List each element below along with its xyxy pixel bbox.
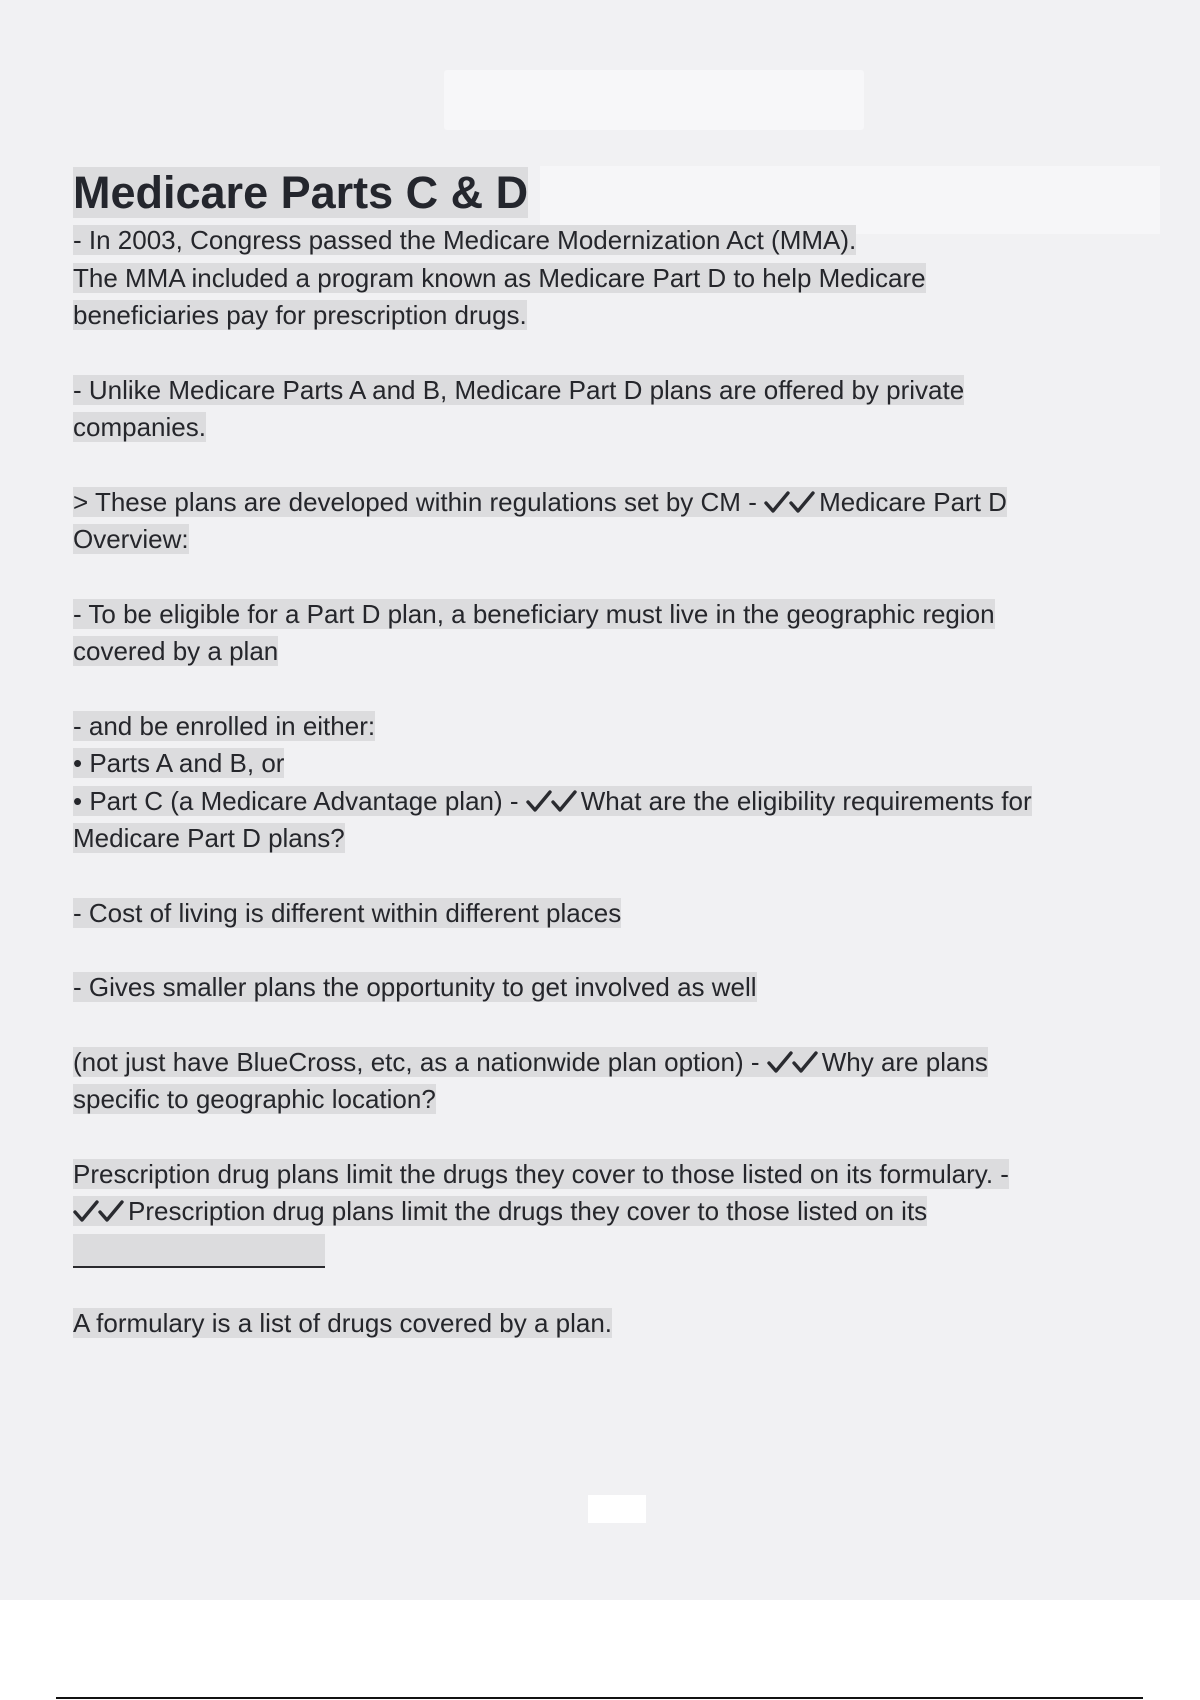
- text-line-content: - Cost of living is different within different places: [73, 897, 622, 928]
- text-line: [73, 708, 1133, 746]
- text-line-content: A formulary is a list of drugs covered by a plan.: [73, 1308, 613, 1338]
- text-line: [73, 895, 1133, 933]
- text-line-content: Medicare Part D plans?: [73, 823, 345, 853]
- text-line: [73, 1193, 1133, 1231]
- text-line-content: [73, 1047, 988, 1077]
- text-line: [73, 521, 1133, 559]
- text-line: [73, 409, 1133, 447]
- text-line: [73, 297, 1133, 335]
- document-title-text: Medicare Parts C & D: [73, 167, 529, 218]
- text-line-content: specific to geographic location?: [73, 1084, 436, 1114]
- paragraph-part-d-overview: [73, 484, 1133, 559]
- text-segment: • Part C (a Medicare Advantage plan) -: [73, 785, 526, 816]
- document-title: [73, 165, 1133, 220]
- text-segment: Prescription drug plans limit the drugs they cover to those listed on its: [128, 1196, 928, 1226]
- text-segment: > These plans are developed within regulations set by CM -: [73, 486, 765, 517]
- text-line-content: Overview:: [73, 524, 189, 554]
- text-line: [73, 260, 1133, 298]
- text-line-content: - Gives smaller plans the opportunity to get involved as well: [73, 972, 757, 1002]
- text-line: [73, 372, 1133, 410]
- document-content: [73, 165, 1133, 1380]
- text-line-content: [73, 1196, 927, 1226]
- double-check-icon: [767, 1050, 822, 1074]
- text-line: [73, 633, 1133, 671]
- text-line-content: companies.: [73, 412, 206, 442]
- text-line-content: - In 2003, Congress passed the Medicare Modernization Act (MMA).: [73, 225, 857, 255]
- header-placeholder: [444, 70, 864, 130]
- text-segment: (not just have BlueCross, etc, as a nationwide plan option) -: [73, 1046, 767, 1077]
- text-line: [73, 820, 1133, 858]
- text-line-content: - To be eligible for a Part D plan, a beneficiary must live in the geographic region: [73, 598, 995, 629]
- paragraph-formulary-question: [73, 1156, 1133, 1269]
- text-line-content: The MMA included a program known as Medicare Part D to help Medicare: [73, 262, 926, 293]
- text-line: [73, 1044, 1133, 1082]
- paragraph-geographic-location: [73, 1044, 1133, 1119]
- text-line-content: beneficiaries pay for prescription drugs.: [73, 300, 527, 330]
- text-line-content: - Unlike Medicare Parts A and B, Medicare Part D plans are offered by private: [73, 374, 965, 405]
- paragraph-enrollment: [73, 708, 1133, 858]
- text-line: [73, 745, 1133, 783]
- text-line-content: [73, 786, 1032, 816]
- text-line-content: Prescription drug plans limit the drugs they cover to those listed on its formulary. -: [73, 1158, 1009, 1189]
- text-segment: Why are plans: [821, 1046, 988, 1077]
- text-line-content: covered by a plan: [73, 636, 279, 666]
- text-line: [73, 783, 1133, 821]
- bottom-divider: [56, 1697, 1143, 1699]
- paragraph-mma: [73, 222, 1133, 335]
- paragraph-eligibility-region: [73, 596, 1133, 671]
- page-footer-placeholder: [588, 1495, 646, 1523]
- paragraph-cost-of-living: [73, 895, 1133, 933]
- double-check-icon: [526, 789, 581, 813]
- paragraph-smaller-plans: [73, 969, 1133, 1007]
- text-segment: What are the eligibility requirements for: [580, 785, 1032, 816]
- text-line: [73, 484, 1133, 522]
- text-line: [73, 1231, 1133, 1269]
- text-line: [73, 1156, 1133, 1194]
- text-line: [73, 969, 1133, 1007]
- text-line: [73, 1081, 1133, 1119]
- double-check-icon: [764, 490, 819, 514]
- text-segment: Medicare Part D: [819, 486, 1007, 517]
- double-check-icon: [73, 1199, 128, 1223]
- paragraph-private-companies: [73, 372, 1133, 447]
- text-line: [73, 596, 1133, 634]
- text-line-content: - and be enrolled in either:: [73, 710, 376, 741]
- paragraph-formulary-definition: [73, 1305, 1133, 1343]
- text-line-content: [73, 487, 1007, 517]
- text-line: [73, 222, 1133, 260]
- fill-in-blank-line: [73, 1234, 325, 1268]
- text-line-content: • Parts A and B, or: [73, 748, 285, 778]
- text-line: [73, 1305, 1133, 1343]
